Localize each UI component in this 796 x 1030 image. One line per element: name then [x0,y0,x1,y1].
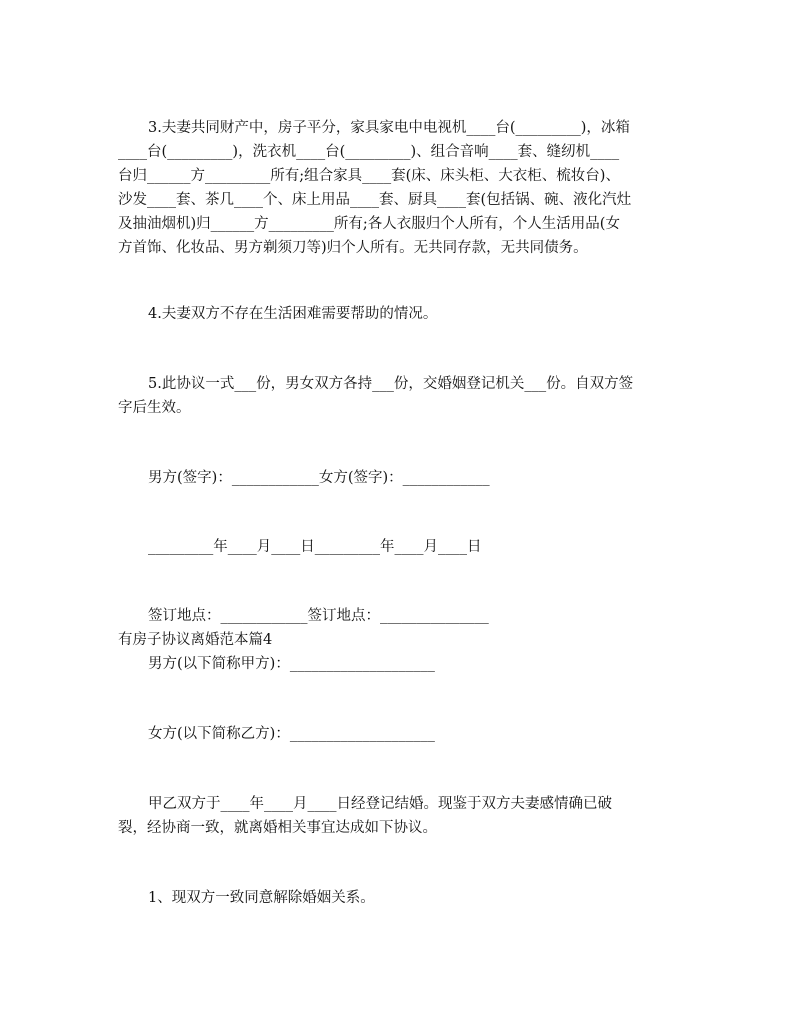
signature-line: 男方(签字)：____________女方(签字)：____________ [148,470,490,486]
location-line: 签订地点：____________签订地点：_______________ [148,608,489,624]
clause-4: 4.夫妻双方不存在生活困难需要帮助的情况。 [148,306,438,322]
clause-3-line-1: 3.夫妻共同财产中，房子平分，家具家电中电视机____台(_________)，冰箱 [148,120,630,136]
clause-5-line-1: 5.此协议一式___份，男女双方各持___份，交婚姻登记机关___份。自双方签 [148,376,634,392]
clause-1: 1、现双方一致同意解除婚姻关系。 [148,890,375,906]
clause-3-line-3: 台归______方_________所有;组合家具____套(床、床头柜、大衣柜、梳妆台)、 [118,168,620,184]
clause-3-line-5: 及抽油烟机)归______方_________所有;各人衣服归个人所有，个人生活用品(女 [118,216,620,232]
clause-3-line-6: 方首饰、化妆品、男方剃须刀等)归个人所有。无共同存款，无共同债务。 [118,240,588,256]
clause-3-line-2: ____台(_________)，洗衣机____台(_________)、组合音响____套、缝纫机____ [118,144,620,160]
clause-5-line-2: 字后生效。 [118,400,191,416]
party-b-line: 女方(以下简称乙方)：____________________ [148,726,435,742]
intro-line-1: 甲乙双方于____年____月____日经登记结婚。现鉴于双方夫妻感情确已破 [148,796,612,812]
date-line: _________年____月____日_________年____月____日 [148,539,482,555]
party-a-line: 男方(以下简称甲方)：____________________ [148,656,435,672]
section-heading: 有房子协议离婚范本篇4 [118,632,273,648]
intro-line-2: 裂，经协商一致，就离婚相关事宜达成如下协议。 [118,820,437,836]
clause-3-line-4: 沙发____套、茶几____个、床上用品____套、厨具____套(包括锅、碗、液化汽灶 [118,192,632,208]
